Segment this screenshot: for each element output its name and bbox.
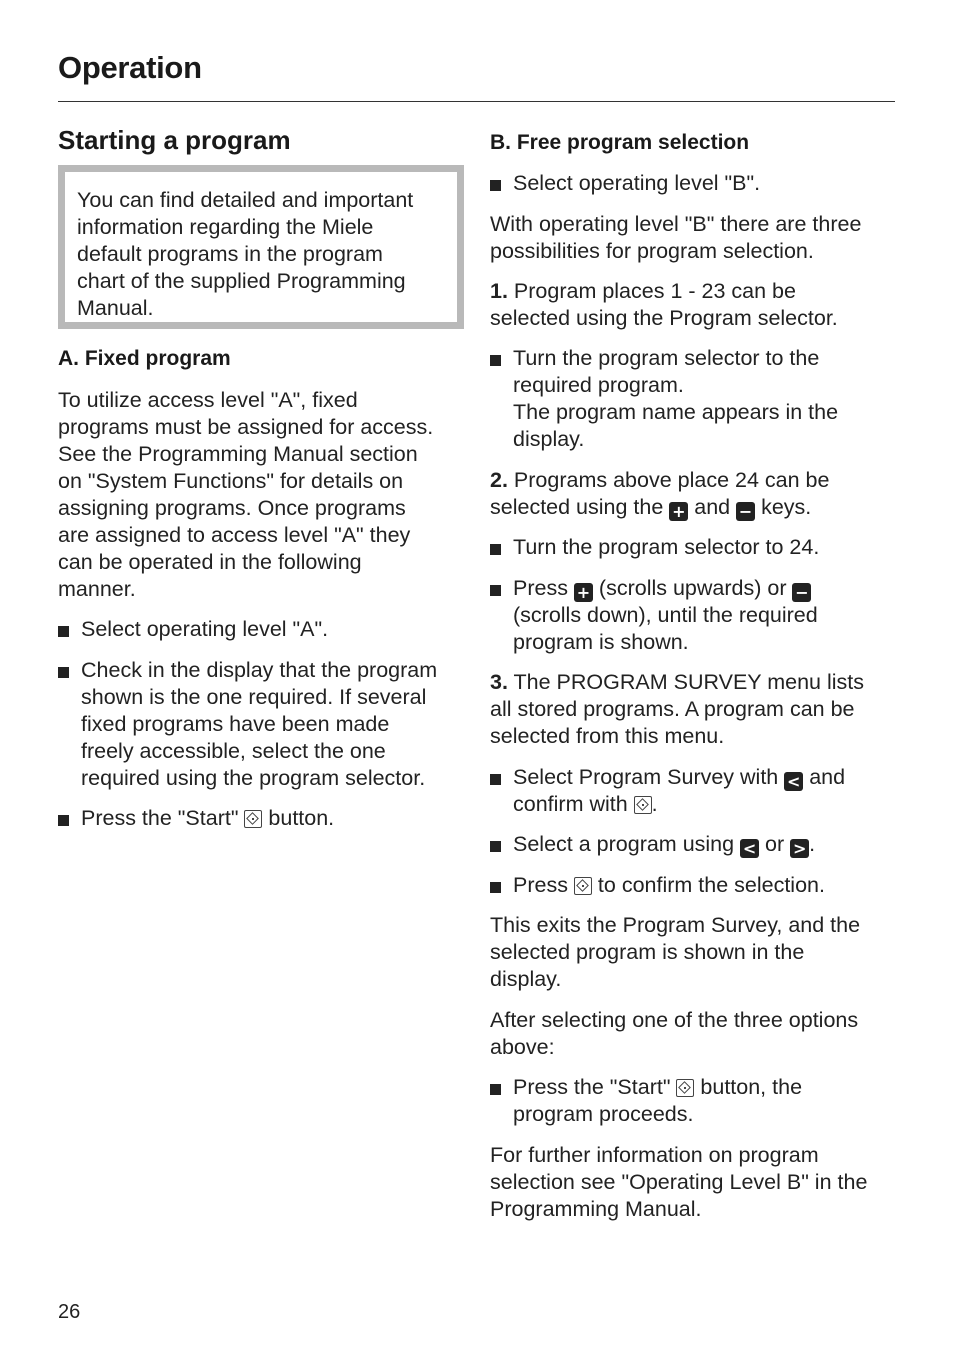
text-line: This exits the Program Survey, and the — [490, 913, 861, 937]
text-line — [490, 467, 829, 494]
bullet-item — [58, 616, 328, 643]
minus-key-icon: − — [736, 502, 755, 521]
text-span: and — [688, 495, 737, 519]
text-line: shown is the one required. If several — [81, 685, 427, 709]
fixed-program-heading: A. Fixed program — [58, 347, 231, 370]
text-line: above: — [490, 1035, 555, 1059]
text-line: program is shown. — [513, 630, 689, 654]
text-line: manner. — [58, 577, 136, 601]
title-divider — [58, 101, 895, 102]
after-selecting-text — [490, 1007, 858, 1061]
text-line: on "System Functions" for details on — [58, 469, 404, 493]
bullet-square-icon — [490, 882, 501, 893]
start-button-icon — [634, 796, 652, 814]
text-span: confirm with — [513, 792, 634, 816]
bullet-square-icon — [490, 585, 501, 596]
further-info-text — [490, 1142, 867, 1223]
text-span: Program places 1 - 23 can be — [507, 279, 796, 303]
left-arrow-key-icon: < — [784, 772, 803, 791]
option-number: 3. — [490, 670, 508, 694]
text-line: Check in the display that the program — [81, 658, 438, 682]
bullet-text — [81, 805, 334, 832]
option-3-text — [490, 669, 864, 750]
text-span: or — [759, 832, 791, 856]
note-line: default programs in the program — [77, 242, 383, 266]
bullet-item — [490, 534, 819, 561]
text-line: The program name appears in the — [513, 400, 839, 424]
text-span: (scrolls upwards) or — [592, 576, 793, 600]
plus-key-icon: + — [574, 583, 593, 602]
right-arrow-key-icon: > — [790, 839, 809, 858]
text-line — [513, 575, 818, 602]
text-line: selected from this menu. — [490, 724, 725, 748]
exit-survey-text — [490, 912, 860, 993]
text-line: are assigned to access level "A" they — [58, 523, 411, 547]
text-span: keys. — [755, 495, 812, 519]
text-line: fixed programs have been made — [81, 712, 390, 736]
text-line — [490, 669, 864, 696]
info-note-box — [58, 165, 464, 329]
bullet-square-icon — [490, 841, 501, 852]
bullet-item — [490, 872, 825, 899]
text-line: Turn the program selector to the — [513, 346, 820, 370]
text-span: and — [803, 765, 846, 789]
text-line: selected program is shown in the — [490, 940, 805, 964]
option-number: 1. — [490, 279, 508, 303]
text-span: button. — [262, 806, 335, 830]
text-span: Press the "Start" — [81, 806, 245, 830]
bullet-square-icon — [58, 815, 69, 826]
bullet-text — [513, 872, 825, 899]
bullet-square-icon — [490, 1084, 501, 1095]
plus-key-icon: + — [669, 502, 688, 521]
bullet-item — [490, 764, 845, 818]
text-line: required using the program selector. — [81, 766, 426, 790]
fixed-program-intro — [58, 387, 468, 603]
bullet-item — [58, 657, 437, 792]
option-2-text — [490, 467, 829, 521]
text-span: Press the "Start" — [513, 1075, 677, 1099]
text-line: For further information on program — [490, 1143, 819, 1167]
text-line: Programming Manual. — [490, 1197, 702, 1221]
text-span: Programs above place 24 can be — [507, 468, 830, 492]
text-line: With operating level "B" there are three — [490, 212, 862, 236]
text-line: can be operated in the following — [58, 550, 362, 574]
bullet-text: Select operating level "B". — [513, 171, 761, 195]
bullet-item — [490, 831, 815, 858]
bullet-text — [81, 657, 437, 792]
note-line: information regarding the Miele — [77, 215, 374, 239]
bullet-text — [513, 345, 838, 453]
text-span: Select a program using — [513, 832, 741, 856]
text-line: assigning programs. Once programs — [58, 496, 406, 520]
text-line: selected using the Program selector. — [490, 306, 838, 330]
bullet-text: Select operating level "A". — [81, 617, 329, 641]
bullet-square-icon — [490, 180, 501, 191]
text-line — [513, 764, 845, 791]
text-line: freely accessible, select the one — [81, 739, 386, 763]
start-button-icon — [244, 810, 262, 828]
page-title: Operation — [58, 50, 202, 85]
text-line: program proceeds. — [513, 1102, 694, 1126]
note-line: chart of the supplied Programming — [77, 269, 406, 293]
text-line: display. — [513, 427, 585, 451]
text-line: display. — [490, 967, 562, 991]
text-span: Press — [513, 873, 574, 897]
bullet-square-icon — [58, 626, 69, 637]
text-line: possibilities for program selection. — [490, 239, 814, 263]
text-line: See the Programming Manual section — [58, 442, 418, 466]
bullet-item — [490, 1074, 802, 1128]
bullet-text — [513, 764, 845, 818]
minus-key-icon: − — [792, 583, 811, 602]
text-span: . — [809, 832, 816, 856]
section-heading: Starting a program — [58, 125, 291, 155]
text-span: selected using the — [490, 495, 670, 519]
bullet-text — [513, 575, 818, 656]
bullet-item — [490, 345, 838, 453]
text-line: To utilize access level "A", fixed — [58, 388, 358, 412]
text-line: required program. — [513, 373, 684, 397]
start-button-icon — [676, 1079, 694, 1097]
text-span: to confirm the selection. — [591, 873, 825, 897]
text-line — [513, 791, 845, 818]
text-line: After selecting one of the three options — [490, 1008, 859, 1032]
bullet-square-icon — [58, 667, 69, 678]
text-span: button, the — [694, 1075, 803, 1099]
option-1-text — [490, 278, 838, 332]
free-program-intro — [490, 211, 861, 265]
text-line: all stored programs. A program can be — [490, 697, 855, 721]
bullet-text: Turn the program selector to 24. — [513, 535, 820, 559]
text-line — [490, 494, 829, 521]
bullet-square-icon — [490, 544, 501, 555]
note-line: You can find detailed and important — [77, 188, 414, 212]
option-number: 2. — [490, 468, 508, 492]
text-line — [513, 1074, 802, 1101]
text-span: Press — [513, 576, 574, 600]
bullet-item — [490, 575, 818, 656]
bullet-item — [58, 805, 334, 832]
text-span: Select Program Survey with — [513, 765, 785, 789]
bullet-square-icon — [490, 355, 501, 366]
bullet-text — [513, 831, 815, 858]
text-line: selection see "Operating Level B" in the — [490, 1170, 868, 1194]
start-button-icon — [574, 877, 592, 895]
page-number: 26 — [58, 1301, 81, 1323]
note-line: Manual. — [77, 296, 154, 320]
bullet-square-icon — [490, 774, 501, 785]
bullet-text — [513, 1074, 802, 1128]
text-span: . — [651, 792, 658, 816]
free-program-heading: B. Free program selection — [490, 131, 750, 154]
text-line — [490, 278, 838, 305]
left-arrow-key-icon: < — [740, 839, 759, 858]
text-line: (scrolls down), until the required — [513, 603, 818, 627]
text-line: programs must be assigned for access. — [58, 415, 434, 439]
bullet-item — [490, 170, 760, 197]
text-span: The PROGRAM SURVEY menu lists — [507, 670, 864, 694]
